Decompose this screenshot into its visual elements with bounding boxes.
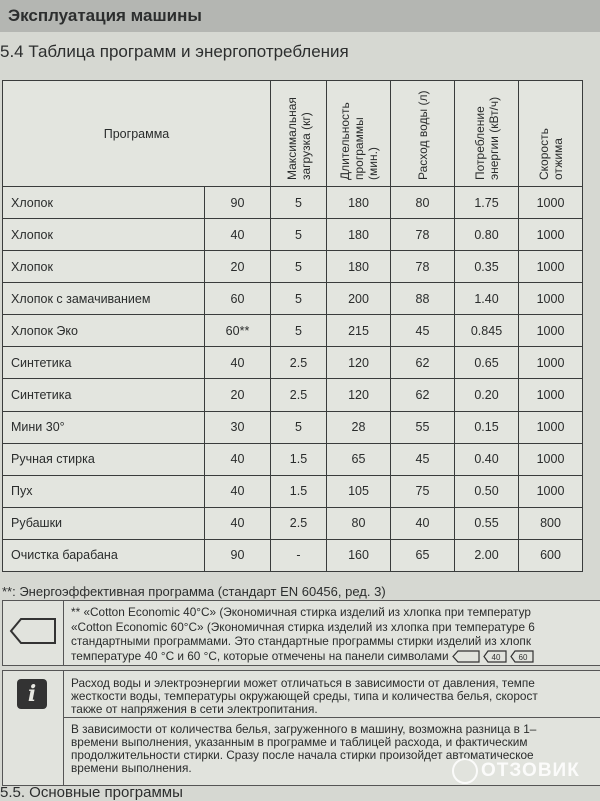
duration-cell: 80 xyxy=(327,507,391,539)
table-row xyxy=(3,507,583,539)
load-cell: 5 xyxy=(271,283,327,315)
spin-cell: 1000 xyxy=(519,475,583,507)
info-line: времени выполнения, указанным в программе и таблицей расхода, и фактическим xyxy=(71,735,528,749)
spin-cell: 1000 xyxy=(519,283,583,315)
spin-cell: 1000 xyxy=(519,219,583,251)
energy-cell: 0.55 xyxy=(455,507,519,539)
energy-cell: 1.75 xyxy=(455,187,519,219)
spin-cell: 1000 xyxy=(519,315,583,347)
temperature-cell: 20 xyxy=(205,379,271,411)
program-name-cell: Ручная стирка xyxy=(3,443,205,475)
watermark: ОТЗОВИК xyxy=(452,758,592,788)
temperature-cell: 40 xyxy=(205,443,271,475)
energy-cell: 0.15 xyxy=(455,411,519,443)
spin-cell: 1000 xyxy=(519,379,583,411)
table-row xyxy=(3,251,583,283)
header-water: Расход воды (л) xyxy=(391,81,455,187)
note-line: «Cotton Economic 60°C» (Экономичная стирка изделий из хлопка при температуре 6 xyxy=(71,619,535,634)
header-program: Программа xyxy=(3,81,271,187)
header-energy: Потребление энергии (кВт/ч) xyxy=(455,81,519,187)
spin-cell: 1000 xyxy=(519,347,583,379)
spin-cell: 1000 xyxy=(519,251,583,283)
table-row xyxy=(3,475,583,507)
energy-cell: 0.50 xyxy=(455,475,519,507)
info-divider xyxy=(63,671,64,785)
energy-cell: 0.40 xyxy=(455,443,519,475)
table-row xyxy=(3,219,583,251)
water-cell: 55 xyxy=(391,411,455,443)
water-cell: 78 xyxy=(391,251,455,283)
energy-cell: 0.35 xyxy=(455,251,519,283)
program-name-cell: Синтетика xyxy=(3,347,205,379)
load-cell: 1.5 xyxy=(271,443,327,475)
info-paragraph-1 xyxy=(71,677,600,716)
header-max-load: Максимальная загрузка (кг) xyxy=(271,81,327,187)
info-line: жесткости воды, температуры окружающей среды, типа и количества белья, скорост xyxy=(71,689,538,703)
load-cell: 5 xyxy=(271,411,327,443)
temperature-cell: 90 xyxy=(205,187,271,219)
water-cell: 62 xyxy=(391,379,455,411)
tag-60-label: 60 xyxy=(519,652,528,662)
table-row xyxy=(3,283,583,315)
program-table xyxy=(2,80,583,572)
load-cell: 5 xyxy=(271,251,327,283)
info-line: времени выполнения. xyxy=(71,761,192,775)
duration-cell: 105 xyxy=(327,475,391,507)
table-row xyxy=(3,539,583,571)
program-name-cell: Рубашки xyxy=(3,507,205,539)
info-icon: i xyxy=(17,679,47,709)
energy-cell: 0.80 xyxy=(455,219,519,251)
duration-cell: 180 xyxy=(327,251,391,283)
table-header-row xyxy=(3,81,583,187)
water-cell: 80 xyxy=(391,187,455,219)
temperature-cell: 40 xyxy=(205,475,271,507)
mini-tag-icon xyxy=(452,650,480,663)
program-name-cell: Хлопок Эко xyxy=(3,315,205,347)
note-divider xyxy=(63,601,64,665)
energy-cell: 0.20 xyxy=(455,379,519,411)
table-row xyxy=(3,347,583,379)
duration-cell: 200 xyxy=(327,283,391,315)
spin-cell: 1000 xyxy=(519,411,583,443)
info-line: продолжительности стирки. Сразу после начала стирки произойдет автоматическое xyxy=(71,748,534,762)
water-cell: 78 xyxy=(391,219,455,251)
temperature-cell: 60** xyxy=(205,315,271,347)
temperature-cell: 30 xyxy=(205,411,271,443)
tag-60-icon xyxy=(510,650,534,663)
table-row xyxy=(3,315,583,347)
temperature-cell: 40 xyxy=(205,507,271,539)
chapter-title: Эксплуатация машины xyxy=(8,6,202,25)
load-cell: 1.5 xyxy=(271,475,327,507)
water-cell: 40 xyxy=(391,507,455,539)
temperature-cell: 40 xyxy=(205,347,271,379)
energy-cell: 0.845 xyxy=(455,315,519,347)
load-cell: 5 xyxy=(271,187,327,219)
note-line: температуре 40 °С и 60 °С, которые отмечены на панели символами 40 60 xyxy=(71,649,600,664)
duration-cell: 120 xyxy=(327,347,391,379)
spin-cell: 1000 xyxy=(519,187,583,219)
load-cell: 2.5 xyxy=(271,379,327,411)
label-tag-icon xyxy=(9,617,57,645)
water-cell: 88 xyxy=(391,283,455,315)
water-cell: 45 xyxy=(391,443,455,475)
energy-cell: 1.40 xyxy=(455,283,519,315)
spin-cell: 1000 xyxy=(519,443,583,475)
water-cell: 65 xyxy=(391,539,455,571)
tag-40-label: 40 xyxy=(491,652,501,662)
duration-cell: 180 xyxy=(327,187,391,219)
load-cell: 5 xyxy=(271,315,327,347)
program-name-cell: Мини 30° xyxy=(3,411,205,443)
temperature-cell: 60 xyxy=(205,283,271,315)
load-cell: 2.5 xyxy=(271,507,327,539)
info-line: Расход воды и электроэнергии может отличаться в зависимости от давления, темпе xyxy=(71,677,535,690)
energy-footnote: **: Энергоэффективная программа (стандарт EN 60456, ред. 3) xyxy=(2,584,386,599)
note-line: стандартными программами. Это стандартные программы стирки изделий из хлопк xyxy=(71,634,531,648)
table-row xyxy=(3,379,583,411)
note-box xyxy=(2,600,600,666)
program-name-cell: Хлопок xyxy=(3,219,205,251)
program-name-cell: Хлопок xyxy=(3,187,205,219)
water-cell: 62 xyxy=(391,347,455,379)
energy-cell: 2.00 xyxy=(455,539,519,571)
temperature-cell: 40 xyxy=(205,219,271,251)
header-band xyxy=(0,0,600,32)
spin-cell: 800 xyxy=(519,507,583,539)
spin-cell: 600 xyxy=(519,539,583,571)
program-name-cell: Синтетика xyxy=(3,379,205,411)
load-cell: 5 xyxy=(271,219,327,251)
duration-cell: 65 xyxy=(327,443,391,475)
info-line: В зависимости от количества белья, загруженного в машину, возможна разница в 1– xyxy=(71,723,537,736)
tag-40-icon xyxy=(483,650,507,663)
note-text xyxy=(71,605,600,663)
temperature-cell: 90 xyxy=(205,539,271,571)
load-cell: 2.5 xyxy=(271,347,327,379)
table-row xyxy=(3,411,583,443)
duration-cell: 120 xyxy=(327,379,391,411)
duration-cell: 215 xyxy=(327,315,391,347)
energy-cell: 0.65 xyxy=(455,347,519,379)
duration-cell: 180 xyxy=(327,219,391,251)
duration-cell: 160 xyxy=(327,539,391,571)
info-separator xyxy=(64,717,600,718)
program-name-cell: Хлопок xyxy=(3,251,205,283)
next-section-title: 5.5. Основные программы xyxy=(0,784,183,801)
program-name-cell: Пух xyxy=(3,475,205,507)
load-cell: - xyxy=(271,539,327,571)
section-title: 5.4 Таблица программ и энергопотребления xyxy=(0,42,349,61)
header-spin: Скорость отжима xyxy=(519,81,583,187)
header-duration: Длительность программы (мин.) xyxy=(327,81,391,187)
watermark-logo-icon xyxy=(452,758,478,784)
program-name-cell: Очистка барабана xyxy=(3,539,205,571)
water-cell: 45 xyxy=(391,315,455,347)
temperature-cell: 20 xyxy=(205,251,271,283)
duration-cell: 28 xyxy=(327,411,391,443)
info-line: также от напряжения в сети электропитания. xyxy=(71,702,318,716)
table-row xyxy=(3,187,583,219)
program-name-cell: Хлопок с замачиванием xyxy=(3,283,205,315)
water-cell: 75 xyxy=(391,475,455,507)
table-row xyxy=(3,443,583,475)
note-line: ** «Cotton Economic 40°C» (Экономичная стирка изделий из хлопка при температур xyxy=(71,605,531,619)
